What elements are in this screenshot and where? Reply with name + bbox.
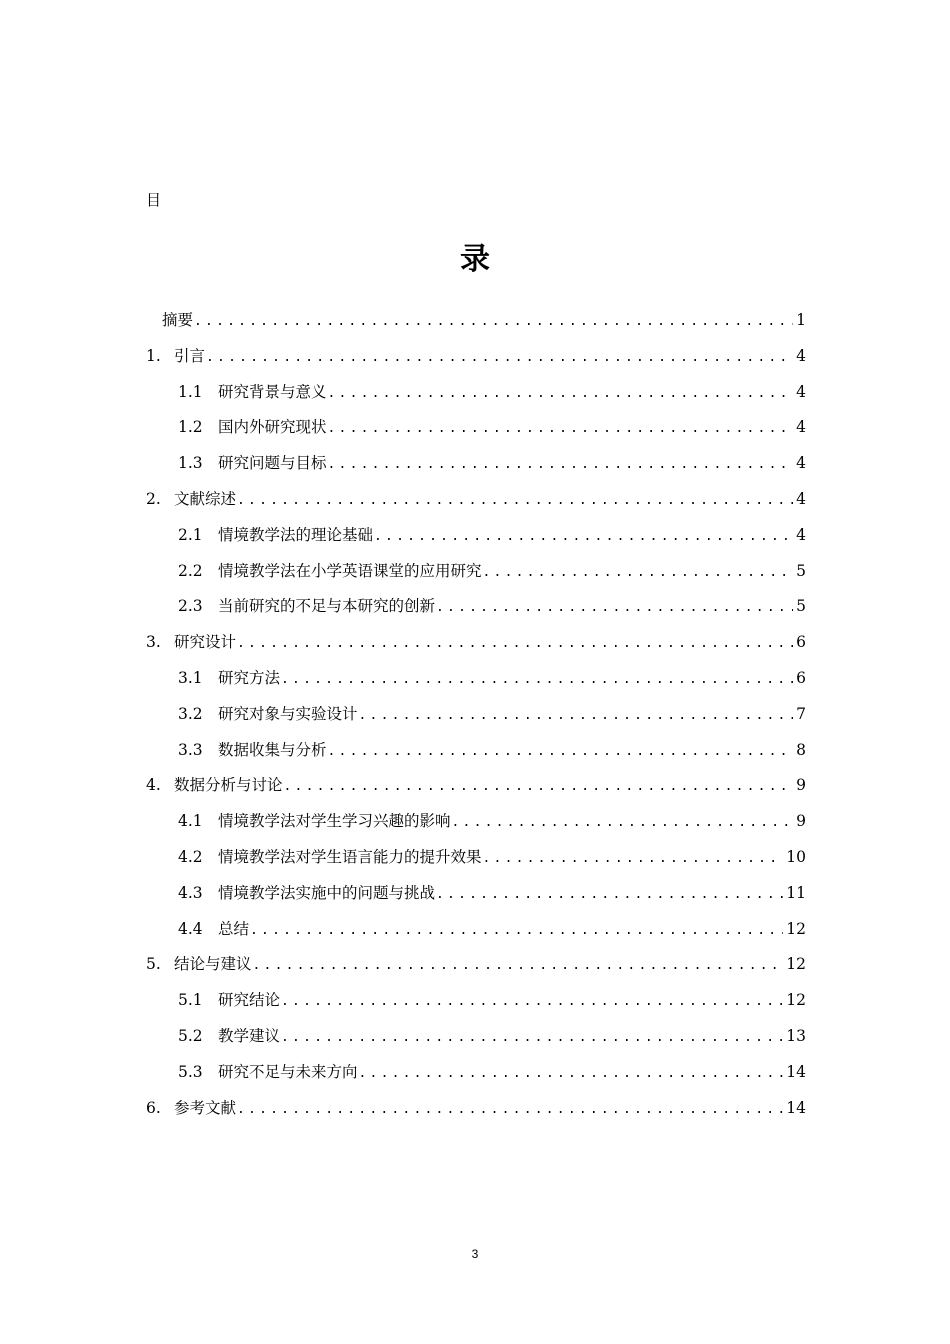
toc-entry-number: 4.3 [178,883,203,902]
toc-entry-title: 国内外研究现状 [218,418,327,437]
toc-dot-leader [237,1092,783,1127]
toc-entry-page: 1 [796,311,806,329]
toc-entry[interactable] [146,697,806,733]
toc-entry-number: 5.2 [178,1026,203,1045]
toc-dot-leader [483,555,794,590]
toc-dot-leader [250,913,783,948]
toc-entry-title: 参考文献 [174,1098,237,1117]
toc-entry-number: 3.1 [178,668,203,687]
toc-entry-page: 4 [796,525,806,544]
table-of-contents [146,303,806,1126]
toc-entry-page: 5 [796,597,806,616]
toc-entry-title: 研究结论 [218,991,281,1010]
toc-dot-leader [237,483,793,518]
toc-entry-page: 4 [796,382,806,401]
toc-entry-number: 1.1 [178,382,203,401]
toc-entry[interactable] [146,1091,806,1127]
toc-entry[interactable] [146,947,806,983]
toc-dot-leader [328,376,794,411]
toc-entry[interactable] [146,768,806,804]
toc-dot-leader [194,304,793,339]
toc-entry[interactable] [146,912,806,948]
toc-entry-page: 14 [786,1098,806,1117]
toc-entry-number: 2.1 [178,525,203,544]
toc-dot-leader [253,948,784,983]
toc-entry[interactable] [146,983,806,1019]
toc-entry-page: 4 [796,346,806,365]
toc-entry-title: 结论与建议 [174,955,252,974]
toc-dot-leader [374,519,793,554]
toc-entry-number: 2.2 [178,561,203,580]
toc-entry[interactable] [146,410,806,446]
toc-dot-leader [359,698,794,733]
toc-entry-number: 3.2 [178,704,203,723]
toc-dot-leader [483,841,784,876]
toc-entry-page: 12 [786,919,806,938]
toc-dot-leader [328,734,794,769]
toc-entry-title: 教学建议 [218,1026,281,1045]
toc-entry-title: 数据分析与讨论 [174,776,283,795]
toc-entry-title: 情境教学法实施中的问题与挑战 [218,883,436,902]
toc-entry-number: 5. [146,955,161,974]
toc-entry-title: 情境教学法在小学英语课堂的应用研究 [218,561,482,580]
toc-entry-title: 研究方法 [218,668,281,687]
toc-dot-leader [436,877,783,912]
toc-entry-title: 研究问题与目标 [218,454,327,473]
toc-entry-page: 9 [796,776,806,795]
toc-entry-page: 8 [796,740,806,759]
toc-entry-number: 4.1 [178,812,203,831]
page-number: 3 [471,1247,479,1261]
toc-entry-page: 4 [796,454,806,473]
toc-entry-number: 4.4 [178,919,203,938]
toc-entry-page: 12 [786,955,806,974]
toc-heading-char-2: 录 [460,242,490,277]
toc-entry-page: 7 [796,704,806,723]
toc-entry-title: 引言 [174,346,206,365]
toc-entry[interactable] [146,1019,806,1055]
toc-entry-title: 研究背景与意义 [218,382,327,401]
toc-entry[interactable] [146,339,806,375]
toc-dot-leader [328,411,794,446]
toc-entry-page: 9 [796,812,806,831]
toc-entry-number: 1.2 [178,418,203,437]
toc-entry[interactable] [146,804,806,840]
toc-entry-title: 情境教学法对学生语言能力的提升效果 [218,847,482,866]
toc-entry[interactable] [146,518,806,554]
toc-entry-page: 12 [786,991,806,1010]
toc-dot-leader [328,447,794,482]
toc-entry-number: 2. [146,489,161,508]
toc-entry-page: 6 [796,633,806,652]
toc-entry[interactable] [146,876,806,912]
toc-entry-number: 6. [146,1098,161,1117]
toc-entry-page: 4 [796,418,806,437]
toc-dot-leader [206,340,793,375]
toc-entry[interactable] [146,589,806,625]
toc-entry-number: 2.3 [178,597,203,616]
toc-dot-leader [452,805,794,840]
toc-entry-title: 总结 [218,919,250,938]
toc-entry-page: 10 [786,847,806,866]
toc-entry-page: 13 [786,1026,806,1045]
toc-entry-title: 当前研究的不足与本研究的创新 [218,597,436,616]
toc-entry[interactable] [146,733,806,769]
toc-entry-page: 5 [796,561,806,580]
toc-entry-title: 文献综述 [174,489,237,508]
toc-entry-number: 5.3 [178,1062,203,1081]
toc-dot-leader [284,769,794,804]
toc-dot-leader [237,626,793,661]
toc-entry[interactable] [146,375,806,411]
toc-dot-leader [281,662,793,697]
toc-entry-number: 5.1 [178,991,203,1010]
toc-entry-title: 情境教学法的理论基础 [218,525,374,544]
toc-entry-page: 11 [786,883,806,902]
toc-entry-page: 14 [786,1062,806,1081]
toc-entry-title: 研究设计 [174,633,237,652]
toc-entry-number: 1.3 [178,454,203,473]
toc-heading-char-1: 目 [146,191,162,209]
toc-entry-title: 研究对象与实验设计 [218,704,358,723]
toc-entry-number: 3.3 [178,740,203,759]
toc-dot-leader [359,1056,784,1091]
toc-entry-page: 4 [796,489,806,508]
toc-dot-leader [436,590,793,625]
toc-entry-number: 4.2 [178,847,203,866]
toc-entry[interactable] [146,661,806,697]
toc-entry-number: 1. [146,346,161,365]
toc-entry-title: 情境教学法对学生学习兴趣的影响 [218,812,451,831]
toc-entry[interactable] [146,1055,806,1091]
toc-entry-number: 4. [146,776,161,795]
toc-entry-page: 6 [796,668,806,687]
toc-entry[interactable] [146,840,806,876]
toc-entry[interactable] [146,446,806,482]
toc-entry-title: 数据收集与分析 [218,740,327,759]
toc-dot-leader [281,1020,783,1055]
toc-entry[interactable] [146,554,806,590]
toc-entry-title: 摘要 [162,311,194,329]
toc-entry[interactable] [146,303,806,339]
toc-dot-leader [281,984,783,1019]
toc-entry-number: 3. [146,633,161,652]
toc-entry[interactable] [146,482,806,518]
toc-entry[interactable] [146,625,806,661]
toc-entry-title: 研究不足与未来方向 [218,1062,358,1081]
